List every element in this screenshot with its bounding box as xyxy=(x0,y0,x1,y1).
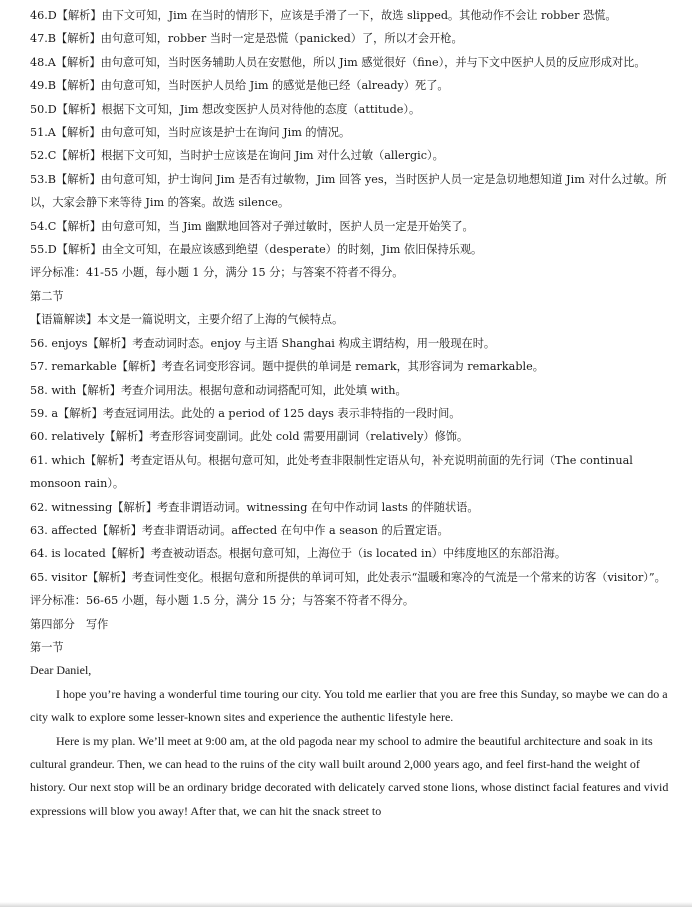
answer-48: 48.A【解析】由句意可知，当时医务辅助人员在安慰他，所以 Jim 感觉很好（fine），并与下文中医护人员的反应形成对比。 xyxy=(30,55,646,69)
answer-62: 62. witnessing【解析】考查非谓语动词。witnessing 在句中作动词 lasts 的伴随状语。 xyxy=(30,500,479,514)
answer-61: 61. which【解析】考查定语从句。根据句意可知，此处考查非限制性定语从句，补充说明前面的先行词（The continual monsoon rain）。 xyxy=(30,453,633,491)
answer-57: 57. remarkable【解析】考查名词变形容词。题中提供的单词是 remark，其形容词为 remarkable。 xyxy=(30,360,544,374)
answer-64: 64. is located【解析】考查被动语态。根据句意可知，上海位于（is located in）中纬度地区的东部沿海。 xyxy=(30,547,567,561)
answer-46: 46.D【解析】由下文可知，Jim 在当时的情形下，应该是手滑了一下，故选 slipped。其他动作不会让 robber 恐慌。 xyxy=(30,9,617,22)
scoring-rule-1: 评分标准：41-55 小题，每小题 1 分，满分 15 分；与答案不符者不得分。 xyxy=(30,266,404,280)
answer-55: 55.D【解析】由全文可知，在最应该感到绝望（desperate）的时刻，Jim 依旧保持乐观。 xyxy=(30,243,483,257)
answer-54: 54.C【解析】由句意可知，当 Jim 幽默地回答对子弹过敏时，医护人员一定是开始笑了。 xyxy=(30,219,474,233)
answer-47: 47.B【解析】由句意可知，robber 当时一定是恐慌（panicked）了，所以才会开枪。 xyxy=(30,32,463,46)
answer-63: 63. affected【解析】考查非谓语动词。affected 在句中作 a season 的后置定语。 xyxy=(30,523,449,537)
answer-56: 56. enjoys【解析】考查动词时态。enjoy 与主语 Shanghai 构成主谓结构，用一般现在时。 xyxy=(30,336,496,350)
part-heading-4: 第四部分 写作 xyxy=(30,617,109,631)
page-bottom-edge xyxy=(0,902,692,907)
answer-65: 65. visitor【解析】考查词性变化。根据句意和所提供的单词可知，此处表示“温暖和寒冷的气流是一个常来的访客（visitor）”。 xyxy=(30,570,666,584)
letter-greeting: Dear Daniel, xyxy=(30,663,92,678)
letter-paragraph-1: I hope you’re having a wonderful time touring our city. You told me earlier that you are free this Sunday, so maybe we can do a city walk to explore some lesser-known sites and experience the authentic lifestyle here. xyxy=(30,686,668,725)
answer-59: 59. a【解析】考查冠词用法。此处的 a period of 125 days 表示非特指的一段时间。 xyxy=(30,406,461,420)
section-heading-2: 第二节 xyxy=(30,289,64,303)
answer-60: 60. relatively【解析】考查形容词变副词。此处 cold 需要用副词（relatively）修饰。 xyxy=(30,430,469,444)
scoring-rule-2: 评分标准：56-65 小题，每小题 1.5 分，满分 15 分；与答案不符者不得分。 xyxy=(30,594,415,608)
answer-53: 53.B【解析】由句意可知，护士询问 Jim 是否有过敏物，Jim 回答 yes，当时医护人员一定是急切地想知道 Jim 对什么过敏。所以，大家会静下来等待 Jim 的答案。故选 silence。 xyxy=(30,172,667,210)
letter-paragraph-2: Here is my plan. We’ll meet at 9:00 am, at the old pagoda near my school to admire the beautiful architecture and soak in its cultural grandeur. Then, we can head to the ruins of the city wall built around 2,000 years ago, and feel first-hand the weight of history. Our next stop will be an ordinary bridge decorated with delicately carved stone lions, whose distinct facial features and vivid expressions will blow you away! After that, we can hit the snack street to xyxy=(30,733,669,818)
answer-49: 49.B【解析】由句意可知，当时医护人员给 Jim 的感觉是他已经（already）死了。 xyxy=(30,79,449,93)
answer-50: 50.D【解析】根据下文可知，Jim 想改变医护人员对待他的态度（attitude）。 xyxy=(30,102,421,116)
section-heading-1: 第一节 xyxy=(30,640,64,654)
answer-51: 51.A【解析】由句意可知，当时应该是护士在询问 Jim 的情况。 xyxy=(30,126,351,140)
answer-58: 58. with【解析】考查介词用法。根据句意和动词搭配可知，此处填 with。 xyxy=(30,383,407,397)
passage-intro: 【语篇解读】本文是一篇说明文，主要介绍了上海的气候特点。 xyxy=(30,313,344,327)
answer-52: 52.C【解析】根据下文可知，当时护士应该是在询问 Jim 对什么过敏（allergic）。 xyxy=(30,149,444,163)
